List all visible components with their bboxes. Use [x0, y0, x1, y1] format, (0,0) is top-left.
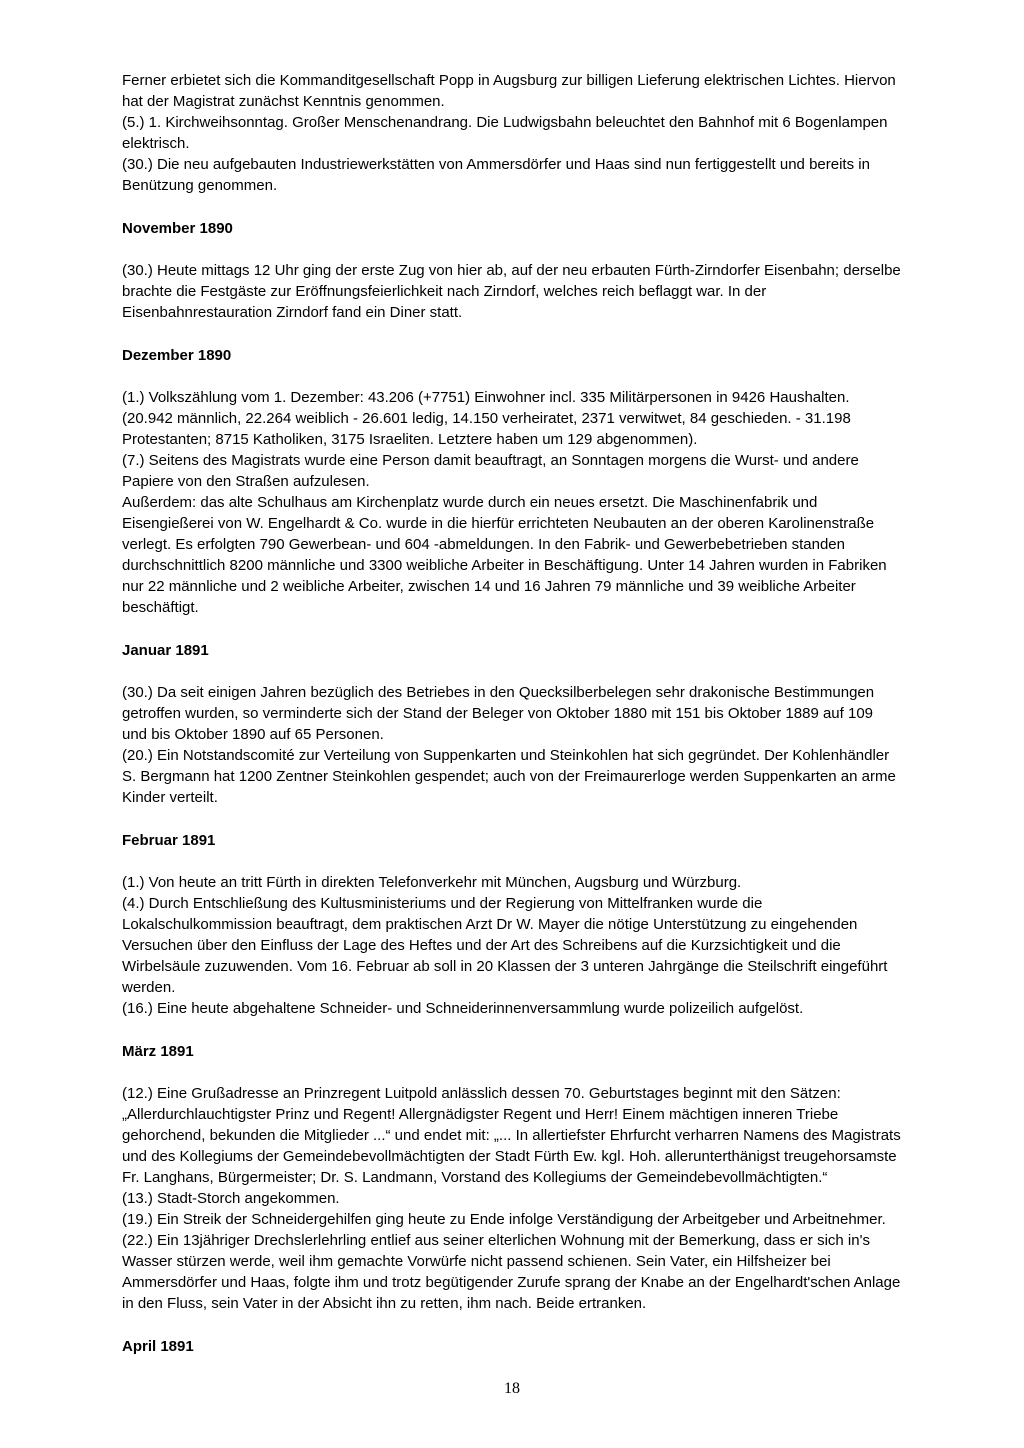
paragraph: (30.) Heute mittags 12 Uhr ging der erste Zug von hier ab, auf der neu erbauten Fürth-Zirndorfer Eisenbahn; derselbe brachte die Festgäste zur Eröffnungsfeierlichkeit nach Zirndorf, welches reich beflaggt war. In der Eisenbahnrestauration Zirndorf fand ein Diner statt. — [122, 262, 901, 321]
paragraph: (30.) Da seit einigen Jahren bezüglich des Betriebes in den Quecksilberbelegen sehr drakonische Bestimmungen getroffen wurden, so verminderte sich der Stand der Beleger von Oktober 1880 mit 151 bis Oktober 1889 auf 109 und bis Oktober 1890 auf 65 Personen. — [122, 684, 875, 743]
paragraph: Außerdem: das alte Schulhaus am Kirchenplatz wurde durch ein neues ersetzt. Die Maschinenfabrik und Eisengießerei von W. Engelhardt & Co. wurde in die hierfür errichteten Neubauten an der oberen Karolinenstraße verlegt. Es erfolgten 790 Gewerbean- und 604 -abmeldungen. In den Fabrik- und Gewerbebetrieben standen durchschnittlich 8200 männliche und 3300 weibliche Arbeiter in Beschäftigung. Unter 14 Jahren wurden in Fabriken nur 22 männliche und 2 weibliche Arbeiter, zwischen 14 und 16 Jahren 79 männliche und 39 weibliche Arbeiter beschäftigt. — [122, 494, 887, 616]
paragraph: (5.) 1. Kirchweihsonntag. Großer Menschenandrang. Die Ludwigsbahn beleuchtet den Bahnhof mit 6 Bogenlampen elektrisch. — [122, 114, 888, 152]
paragraph: (20.) Ein Notstandscomité zur Verteilung von Suppenkarten und Steinkohlen hat sich gegründet. Der Kohlenhändler S. Bergmann hat 1200 Zentner Steinkohlen gespendet; auch von der Freimaurerloge werden Suppenkarten an arme Kinder verteilt. — [122, 747, 896, 806]
section-heading-april-1891: April 1891 — [122, 1338, 194, 1355]
paragraph: (1.) Volkszählung vom 1. Dezember: 43.206 (+7751) Einwohner incl. 335 Militärpersonen in 9426 Haushalten. (20.942 männlich, 22.264 weiblich - 26.601 ledig, 14.150 verheiratet, 2371 verwitwet, 84 geschieden. - 31.198 Protestanten; 8715 Katholiken, 3175 Israeliten. Letztere haben um 129 abgenommen). — [122, 389, 851, 448]
section-heading-november-1890: November 1890 — [122, 220, 233, 237]
paragraph: (13.) Stadt-Storch angekommen. — [122, 1190, 340, 1207]
section-heading-januar-1891: Januar 1891 — [122, 642, 209, 659]
paragraph: (22.) Ein 13jähriger Drechslerlehrling entlief aus seiner elterlichen Wohnung mit der Bemerkung, dass er sich in's Wasser stürzen werde, weil ihm gemachte Vorwürfe nicht passend schienen. Sein Vater, ein Hilfsheizer bei Ammersdörfer und Haas, folgte ihm und trotz begütigender Zurufe sprang der Knabe an der Engelhardt'schen Anlage in den Fluss, sein Vater in der Absicht ihn zu retten, ihm nach. Beide ertranken. — [122, 1232, 901, 1312]
paragraph: (19.) Ein Streik der Schneidergehilfen ging heute zu Ende infolge Verständigung der Arbeitgeber und Arbeitnehmer. — [122, 1211, 886, 1228]
page-number: 18 — [504, 1380, 520, 1397]
paragraph: (7.) Seitens des Magistrats wurde eine Person damit beauftragt, an Sonntagen morgens die Wurst- und andere Papiere von den Straßen aufzulesen. — [122, 452, 859, 490]
paragraph: Ferner erbietet sich die Kommanditgesellschaft Popp in Augsburg zur billigen Lieferung elektrischen Lichtes. Hiervon hat der Magistrat zunächst Kenntnis genommen. — [122, 72, 896, 110]
paragraph: (4.) Durch Entschließung des Kultusministeriums und der Regierung von Mittelfranken wurde die Lokalschulkommission beauftragt, dem praktischen Arzt Dr W. Mayer die nötige Unterstützung zu eingehenden Versuchen über den Einfluss der Lage des Heftes und der Art des Schreibens auf die Kurzsichtigkeit und die Wirbelsäule zuzuwenden. Vom 16. Februar ab soll in 20 Klassen der 3 unteren Jahrgänge die Steilschrift eingeführt werden. — [122, 895, 888, 996]
section-heading-februar-1891: Februar 1891 — [122, 832, 216, 849]
paragraph: (12.) Eine Grußadresse an Prinzregent Luitpold anlässlich dessen 70. Geburtstages beginnt mit den Sätzen: „Allerdurchlauchtigster Prinz und Regent! Allergnädigster Regent und Herr! Einem mächtigen inneren Triebe gehorchend, bekunden die Mitglieder ...“ und endet mit: „... In allertiefster Ehrfurcht verharren Namens des Magistrats und des Kollegiums der Gemeindebevollmächtigten der Stadt Fürth Ew. kgl. Hoh. allerunterthänigst treugehorsamste Fr. Langhans, Bürgermeister; Dr. S. Landmann, Vorstand des Kollegiums der Gemeindebevollmächtigten.“ — [122, 1085, 901, 1186]
paragraph: (1.) Von heute an tritt Fürth in direkten Telefonverkehr mit München, Augsburg und Würzburg. — [122, 874, 742, 891]
section-heading-maerz-1891: März 1891 — [122, 1043, 194, 1060]
paragraph: (16.) Eine heute abgehaltene Schneider- und Schneiderinnenversammlung wurde polizeilich aufgelöst. — [122, 1000, 804, 1017]
section-heading-dezember-1890: Dezember 1890 — [122, 347, 232, 364]
paragraph: (30.) Die neu aufgebauten Industriewerkstätten von Ammersdörfer und Haas sind nun fertiggestellt und bereits in Benützung genommen. — [122, 156, 870, 194]
